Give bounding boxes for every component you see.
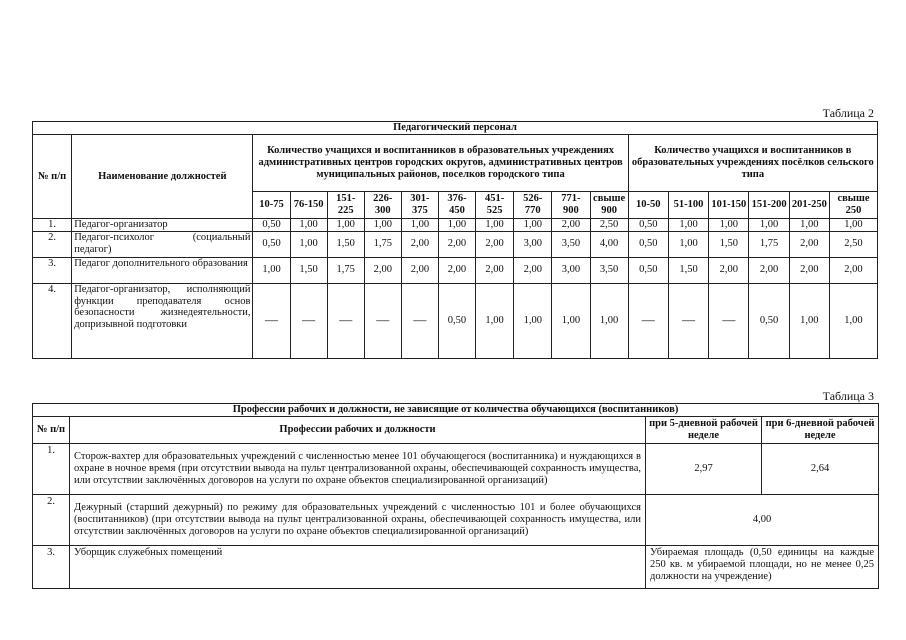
rate-cell: — [290, 283, 327, 358]
rate-cell: 3,00 [514, 231, 552, 257]
column-header-range: 526-770 [514, 192, 552, 219]
column-header-5day: при 5-дневной рабочей неделе [646, 417, 762, 444]
position-name: Педагог-организатор, исполняющий функции преподавателя основ безопасности жизнедеятельности, допризывной подготовки [72, 283, 253, 358]
profession-name: Сторож-вахтер для образовательных учреждений с численностью менее 101 обучающегося (воспитанника) и нуждающихся в охране в ночное время (при отсутствии вывода на пульт централизованной охраны, обеспечивающей сохранность имущества, или отсутствии заключённых договоров на услуги по охране объектов специализированной организаций) [70, 444, 646, 495]
rate-cell: 1,75 [364, 231, 401, 257]
row-number: 2. [33, 231, 72, 257]
rate-cell: 1,00 [829, 283, 877, 358]
column-header-number: № п/п [33, 417, 70, 444]
rate-cell: 1,50 [290, 257, 327, 283]
column-header-range: 451-525 [476, 192, 514, 219]
rate-cell: 2,00 [401, 231, 438, 257]
rate-cell: 0,50 [628, 257, 668, 283]
column-header-range: свыше 900 [590, 192, 628, 219]
rate-cell: 2,50 [829, 231, 877, 257]
table2-title: Педагогический персонал [33, 122, 878, 135]
rate-cell: 1,00 [476, 283, 514, 358]
column-header-6day: при 6-дневной рабочей неделе [762, 417, 879, 444]
rate-cell: 1,00 [290, 231, 327, 257]
rate-cell: — [401, 283, 438, 358]
column-header-range: свыше 250 [829, 192, 877, 219]
rate-cell: 1,00 [668, 231, 708, 257]
rate-cell: 0,50 [749, 283, 789, 358]
rate-cell: 1,00 [438, 219, 475, 232]
column-header-range: 10-75 [253, 192, 290, 219]
rate-cell: 0,50 [628, 231, 668, 257]
table-row [33, 231, 878, 257]
rate-cell: 1,50 [327, 231, 364, 257]
row-number: 1. [33, 219, 72, 232]
rate-cell: 2,00 [364, 257, 401, 283]
rate-cell: — [253, 283, 290, 358]
row-number: 4. [33, 283, 72, 358]
rate-cell: 0,50 [628, 219, 668, 232]
table3-title: Профессии рабочих и должности, не зависящие от количества обучающихся (воспитанников) [33, 404, 879, 417]
rate-cell: 2,00 [749, 257, 789, 283]
rate-cell: 2,00 [438, 231, 475, 257]
column-header-range: 76-150 [290, 192, 327, 219]
rate-cell: 2,00 [476, 257, 514, 283]
rate-cell: 2,00 [552, 219, 590, 232]
rate-cell: 0,50 [438, 283, 475, 358]
rate-cell: 2,00 [514, 257, 552, 283]
rate-cell: 1,75 [327, 257, 364, 283]
rate-cell: — [668, 283, 708, 358]
rate-cell: 1,50 [668, 257, 708, 283]
rate-cell: 3,00 [552, 257, 590, 283]
row-number: 1. [33, 444, 70, 495]
rate-cell: 2,00 [709, 257, 749, 283]
rate-cell: 1,00 [364, 219, 401, 232]
column-header-position: Наименование должностей [72, 135, 253, 219]
row-number: 3. [33, 546, 70, 589]
column-header-range: 151-200 [749, 192, 789, 219]
column-header-number: № п/п [33, 135, 72, 219]
position-name: Педагог дополнительного образования [72, 257, 253, 283]
column-header-range: 201-250 [789, 192, 829, 219]
column-header-range: 101-150 [709, 192, 749, 219]
value-combined: 4,00 [646, 495, 879, 546]
value-6day: 2,64 [762, 444, 879, 495]
rate-cell: 2,50 [590, 219, 628, 232]
rate-cell: — [327, 283, 364, 358]
rate-cell: 1,00 [401, 219, 438, 232]
rate-cell: 1,50 [709, 231, 749, 257]
row-number: 3. [33, 257, 72, 283]
rate-cell: 1,00 [829, 219, 877, 232]
position-name: Педагог-психолог (социальный педагог) [72, 231, 253, 257]
column-header-range: 151-225 [327, 192, 364, 219]
column-header-range: 10-50 [628, 192, 668, 219]
profession-name: Дежурный (старший дежурный) по режиму для образовательных учреждений с численностью 101 и более обучающихся (воспитанников) (при отсутствии вывода на пульт централизованной охраны, обеспечивающей сохранность имущества, или отсутствии заключённых договоров на услуги по охране объектов специализированной организаций) [70, 495, 646, 546]
column-header-profession: Профессии рабочих и должности [70, 417, 646, 444]
rate-cell: 2,00 [829, 257, 877, 283]
rate-cell: 3,50 [552, 231, 590, 257]
rate-cell: 2,00 [789, 231, 829, 257]
value-combined: Убираемая площадь (0,50 единицы на каждые 250 кв. м убираемой площади, но не менее 0,25 должности на учреждение) [646, 546, 879, 589]
rate-cell: 1,00 [590, 283, 628, 358]
column-group-rural: Количество учащихся и воспитанников в образовательных учреждениях посёлков сельского типа [628, 135, 877, 192]
table-row [33, 219, 878, 232]
table-row [33, 283, 878, 358]
row-number: 2. [33, 495, 70, 546]
rate-cell: 0,50 [253, 231, 290, 257]
rate-cell: 1,75 [749, 231, 789, 257]
rate-cell: 1,00 [789, 219, 829, 232]
table-row [33, 257, 878, 283]
rate-cell: 1,00 [552, 283, 590, 358]
rate-cell: 1,00 [749, 219, 789, 232]
workers-table [32, 403, 879, 589]
rate-cell: 1,00 [476, 219, 514, 232]
column-header-range: 226-300 [364, 192, 401, 219]
value-5day: 2,97 [646, 444, 762, 495]
table3-caption: Таблица 3 [822, 389, 874, 403]
rate-cell: 1,00 [514, 283, 552, 358]
table2-caption: Таблица 2 [822, 106, 874, 120]
column-header-range: 376-450 [438, 192, 475, 219]
table-row [33, 546, 879, 589]
column-header-range: 51-100 [668, 192, 708, 219]
column-group-city: Количество учащихся и воспитанников в образовательных учреждениях административных центров городских округов, административных центров муниципальных районов, поселков городского типа [253, 135, 628, 192]
table-row [33, 444, 879, 495]
rate-cell: 2,00 [401, 257, 438, 283]
rate-cell: 1,00 [514, 219, 552, 232]
rate-cell: 1,00 [253, 257, 290, 283]
rate-cell: — [709, 283, 749, 358]
rate-cell: 1,00 [668, 219, 708, 232]
column-header-range: 301-375 [401, 192, 438, 219]
rate-cell: 0,50 [253, 219, 290, 232]
column-header-range: 771-900 [552, 192, 590, 219]
rate-cell: — [628, 283, 668, 358]
rate-cell: 1,00 [327, 219, 364, 232]
table-row [33, 495, 879, 546]
rate-cell: 2,00 [476, 231, 514, 257]
rate-cell: — [364, 283, 401, 358]
rate-cell: 1,00 [789, 283, 829, 358]
profession-name: Уборщик служебных помещений [70, 546, 646, 589]
rate-cell: 2,00 [438, 257, 475, 283]
rate-cell: 4,00 [590, 231, 628, 257]
staff-norms-table [32, 121, 878, 359]
rate-cell: 1,00 [709, 219, 749, 232]
position-name: Педагог-организатор [72, 219, 253, 232]
rate-cell: 1,00 [290, 219, 327, 232]
rate-cell: 3,50 [590, 257, 628, 283]
rate-cell: 2,00 [789, 257, 829, 283]
